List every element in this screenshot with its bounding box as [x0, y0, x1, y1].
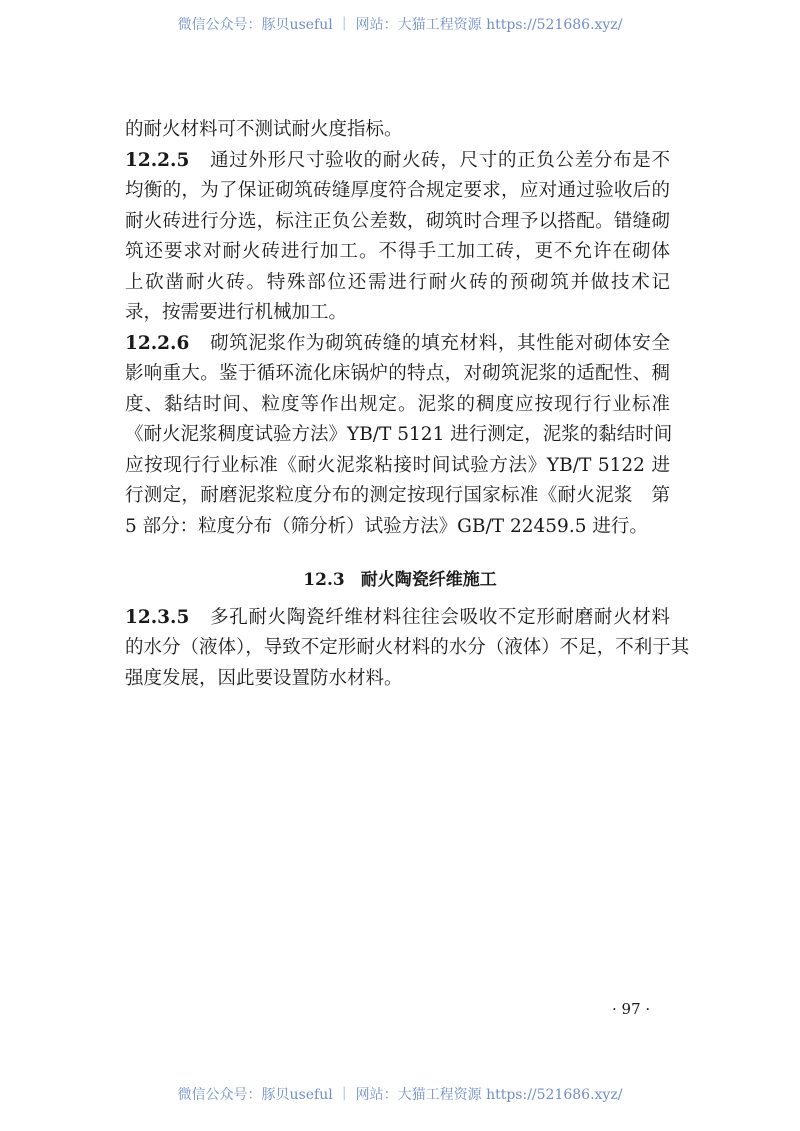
clause-number: 12.2.5 [125, 150, 190, 171]
clause-number: 12.2.6 [125, 333, 190, 354]
text-line: 录，按需要进行机械加工。 [125, 302, 348, 323]
line-text: 砌筑泥浆作为砌筑砖缝的填充材料，其性能对砌体安全 [209, 333, 670, 354]
text-line: 筑还要求对耐火砖进行加工。不得手工加工砖，更不允许在砌体 [125, 241, 670, 262]
text-line: 行测定，耐磨泥浆粒度分布的测定按现行国家标准《耐火泥浆 第 [125, 485, 670, 506]
section-heading [0, 565, 800, 590]
text-line: 5 部分：粒度分布（筛分析）试验方法》GB/T 22459.5 进行。 [125, 516, 648, 537]
line-text: 通过外形尺寸验收的耐火砖，尺寸的正负公差分布是不 [209, 150, 670, 171]
text-line: 上砍凿耐火砖。特殊部位还需进行耐火砖的预砌筑并做技术记 [125, 272, 670, 293]
page-number: · 97 · [612, 1000, 651, 1018]
watermark-top: 微信公众号：豚贝useful ｜ 网站：大猫工程资源 https://521686.xyz/ [177, 17, 623, 33]
text-line [125, 332, 670, 356]
clause-number: 12.3.5 [125, 607, 190, 628]
text-line: 《耐火泥浆稠度试验方法》YB/T 5121 进行测定，泥浆的黏结时间 [125, 424, 673, 445]
watermark-bottom: 微信公众号：豚贝useful ｜ 网站：大猫工程资源 https://521686.xyz/ [177, 1087, 623, 1103]
text-line [125, 149, 670, 173]
line-text: 多孔耐火陶瓷纤维材料往往会吸收不定形耐磨耐火材料 [209, 607, 670, 628]
text-line: 应按现行行业标准《耐火泥浆粘接时间试验方法》YB/T 5122 进 [125, 455, 670, 476]
text-line: 的耐火材料可不测试耐火度指标。 [125, 119, 403, 140]
text-line: 度、黏结时间、粒度等作出规定。泥浆的稠度应按现行行业标准 [125, 394, 670, 415]
text-line: 均衡的，为了保证砌筑砖缝厚度符合规定要求，应对通过验收后的 [125, 180, 670, 201]
section-title: 耐火陶瓷纤维施工 [360, 570, 497, 590]
text-line [125, 606, 670, 630]
section-number: 12.3 [303, 570, 345, 590]
text-line: 强度发展，因此要设置防水材料。 [125, 668, 403, 689]
text-line: 的水分（液体），导致不定形耐火材料的水分（液体）不足，不利于其 [125, 637, 690, 658]
text-line: 影响重大。鉴于循环流化床锅炉的特点，对砌筑泥浆的适配性、稠 [125, 363, 670, 384]
text-line: 耐火砖进行分选，标注正负公差数，砌筑时合理予以搭配。错缝砌 [125, 211, 670, 232]
